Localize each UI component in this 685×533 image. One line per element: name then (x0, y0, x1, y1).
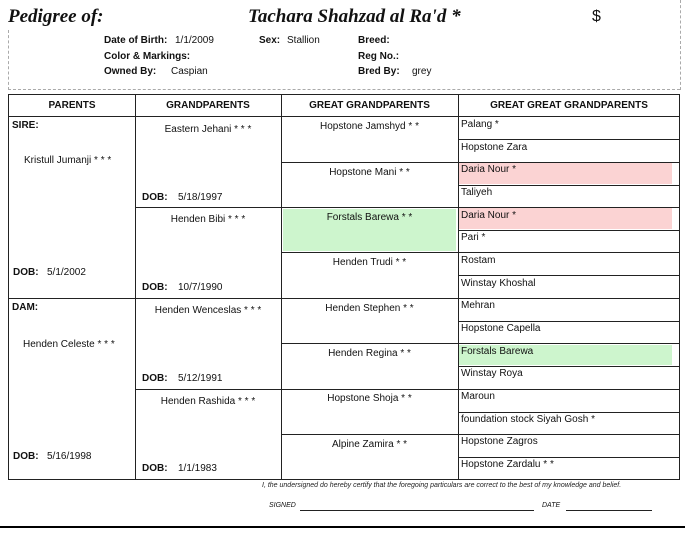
signature-line[interactable] (300, 510, 534, 511)
great-great-grandparent-name: Hopstone Capella (461, 323, 541, 334)
ggp-divider-3 (281, 252, 679, 253)
grandparent-dob: 1/1/1983 (178, 463, 217, 474)
sex-value: Stallion (287, 35, 320, 46)
grandparent-dob-label: DOB: (142, 282, 168, 293)
date-line[interactable] (566, 510, 652, 511)
great-great-grandparent-name: Palang * (461, 119, 499, 130)
currency-symbol: $ (592, 8, 601, 25)
great-great-grandparent-name: Pari * (461, 232, 486, 243)
sex-label: Sex: (259, 35, 281, 46)
great-great-grandparent-name: Winstay Khoshal (461, 278, 536, 289)
grandparent-name: Henden Rashida * * * (160, 396, 256, 407)
dob-value: 1/1/2009 (175, 35, 214, 46)
great-grandparent-name: Henden Stephen * * (325, 303, 414, 314)
great-grandparent-name: Forstals Barewa * * (326, 212, 413, 223)
ggp-divider-5 (281, 343, 679, 344)
column-header-grandparents: GRANDPARENTS (166, 100, 250, 111)
great-grandparent-name: Hopstone Shoja * * (327, 393, 412, 404)
great-grandparent-name: Hopstone Jamshyd * * (320, 121, 419, 132)
gp-divider-3 (135, 389, 679, 390)
sire-dam-divider (9, 298, 679, 299)
certification-text: I, the undersigned do hereby certify that the foregoing particulars are correct to the best of my knowledge and belief. (262, 482, 622, 489)
gggp-divider-13 (458, 412, 679, 413)
dashed-border-right (680, 0, 681, 90)
great-great-grandparent-name: Hopstone Zara (461, 142, 528, 153)
great-great-grandparent-name: Winstay Roya (461, 368, 523, 379)
grandparent-dob-label: DOB: (142, 373, 168, 384)
column-header-great-great-grandparents: GREAT GREAT GRANDPARENTS (490, 100, 648, 111)
gggp-divider-5 (458, 230, 679, 231)
pedigree-label: Pedigree of: (8, 6, 104, 27)
dashed-border-left (8, 30, 9, 90)
col-divider-3 (458, 95, 459, 479)
pedigree-table (8, 94, 680, 480)
grandparent-dob-label: DOB: (142, 192, 168, 203)
grandparent-name: Eastern Jehani * * * (164, 124, 252, 135)
col-divider-1 (135, 95, 136, 479)
great-great-grandparent-name: Hopstone Zardalu * * (461, 459, 554, 470)
dam-dob-label: DOB: (13, 451, 39, 462)
great-great-grandparent-name: Hopstone Zagros (461, 436, 538, 447)
grandparent-name: Henden Wenceslas * * * (154, 305, 262, 316)
dashed-border-bottom (8, 89, 680, 90)
grandparent-dob: 5/12/1991 (178, 373, 223, 384)
grandparent-name: Henden Bibi * * * (170, 214, 246, 225)
ggp-divider-7 (281, 434, 679, 435)
gp-divider-1 (135, 207, 679, 208)
great-great-grandparent-name: Taliyeh (461, 187, 493, 198)
great-grandparent-name: Hopstone Mani * * (329, 167, 410, 178)
bred-by-label: Bred By: (358, 66, 400, 77)
great-great-grandparent-name: Mehran (461, 300, 495, 311)
bred-by-value: grey (412, 66, 432, 77)
great-great-grandparent-name: foundation stock Siyah Gosh * (461, 414, 595, 425)
owned-by-value: Caspian (171, 66, 208, 77)
horse-name: Tachara Shahzad al Ra'd * (248, 6, 461, 27)
owned-by-label: Owned By: (104, 66, 157, 77)
great-grandparent-name: Henden Regina * * (328, 348, 411, 359)
great-great-grandparent-name: Daria Nour * (461, 210, 517, 221)
header-row-divider (9, 116, 679, 117)
sire-dob: 5/1/2002 (47, 267, 86, 278)
col-divider-2 (281, 95, 282, 479)
great-grandparent-name: Henden Trudi * * (332, 257, 407, 268)
dob-label: Date of Birth: (104, 35, 168, 46)
reg-no-label: Reg No.: (358, 51, 400, 62)
dam-dob: 5/16/1998 (47, 451, 92, 462)
great-great-grandparent-name: Rostam (461, 255, 496, 266)
column-header-parents: PARENTS (48, 100, 96, 111)
color-markings-label: Color & Markings: (104, 51, 191, 62)
bottom-border (0, 526, 685, 528)
grandparent-dob-label: DOB: (142, 463, 168, 474)
great-great-grandparent-name: Maroun (461, 391, 495, 402)
sire-label: SIRE: (12, 120, 39, 131)
gggp-divider-1 (458, 139, 679, 140)
sire-dob-label: DOB: (13, 267, 39, 278)
great-great-grandparent-name: Forstals Barewa (461, 346, 534, 357)
dam-name: Henden Celeste * * * (23, 339, 115, 350)
column-header-great-grandparents: GREAT GRANDPARENTS (309, 100, 430, 111)
breed-label: Breed: (358, 35, 390, 46)
signed-label: SIGNED (269, 502, 296, 509)
grandparent-dob: 10/7/1990 (178, 282, 223, 293)
gggp-divider-7 (458, 275, 679, 276)
gggp-divider-3 (458, 185, 679, 186)
ggp-divider-1 (281, 162, 679, 163)
dam-label: DAM: (12, 302, 39, 313)
grandparent-dob: 5/18/1997 (178, 192, 223, 203)
gggp-divider-15 (458, 457, 679, 458)
great-great-grandparent-name: Daria Nour * (461, 164, 517, 175)
sire-name: Kristull Jumanji * * * (24, 155, 112, 166)
date-label: DATE (542, 502, 561, 509)
great-grandparent-name: Alpine Zamira * * (331, 439, 408, 450)
gggp-divider-9 (458, 321, 679, 322)
gggp-divider-11 (458, 366, 679, 367)
